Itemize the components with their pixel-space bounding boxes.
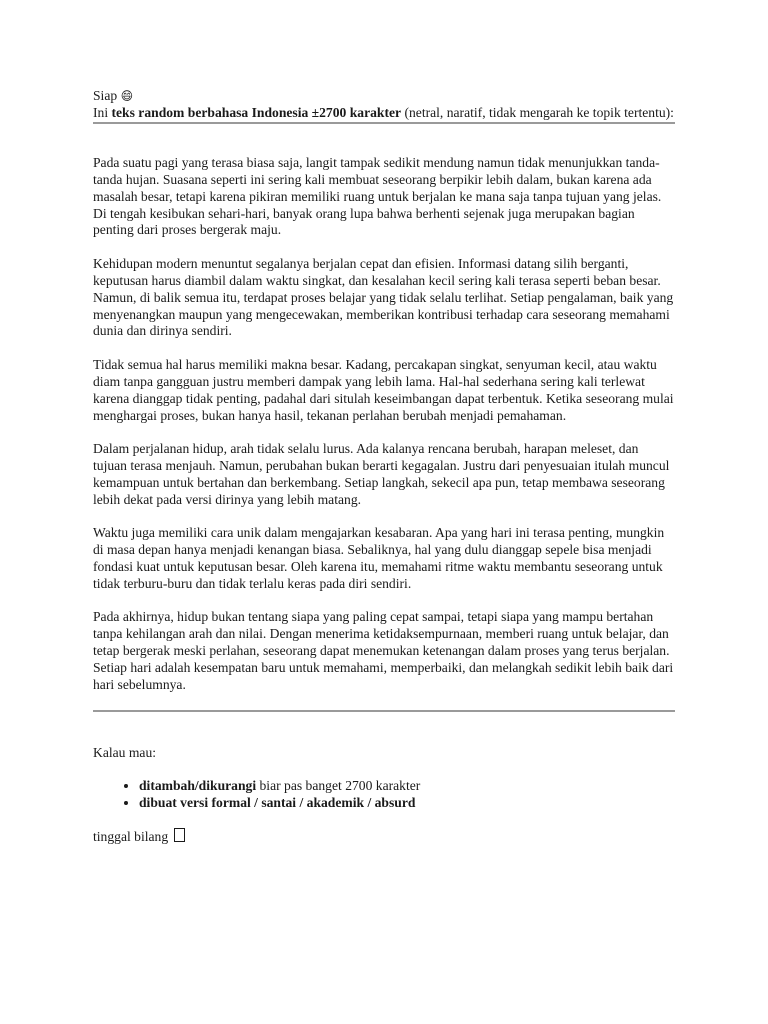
list-item	[139, 795, 678, 812]
intro-block	[93, 88, 678, 122]
document-page	[93, 88, 678, 846]
paragraph: Dalam perjalanan hidup, arah tidak selalu lurus. Ada kalanya rencana berubah, harapan meleset, dan tujuan terasa menjauh. Namun, perubahan bukan berarti kegagalan. Justru dari penyesuaian itulah muncul kemampuan untuk bertahan dan berkembang. Setiap langkah, sekecil apa pun, tetap membawa seseorang lebih dekat pada versi dirinya yang lebih matang.	[93, 441, 670, 507]
divider-bottom	[93, 710, 675, 712]
greeting-line	[93, 88, 678, 105]
paragraph: Waktu juga memiliki cara unik dalam mengajarkan kesabaran. Apa yang hari ini terasa penting, mungkin di masa depan hanya menjadi kenangan biasa. Sebaliknya, hal yang dulu dianggap sepele bisa menjadi fondasi kuat untuk keputusan besar. Oleh karena itu, memahami ritme waktu membantu seseorang untuk tidak terburu-buru dan tidak terlalu keras pada diri sendiri.	[93, 525, 665, 591]
intro-suffix: (netral, naratif, tidak mengarah ke topik tertentu):	[401, 104, 674, 120]
paragraph: Pada suatu pagi yang terasa biasa saja, langit tampak sedikit mendung namun tidak menunjukkan tanda-tanda hujan. Suasana seperti ini sering kali membuat seseorang berpikir lebih dalam, bukan karena ada masalah besar, tetapi karena pikiran memiliki ruang untuk berjalan ke mana saja tanpa tujuan yang jelas. Di tengah kesibukan sehari-hari, banyak orang lupa bahwa berhenti sejenak juga merupakan bagian penting dari proses bergerak maju.	[93, 154, 662, 238]
signoff-line	[93, 828, 678, 846]
paragraph: Kehidupan modern menuntut segalanya berjalan cepat dan efisien. Informasi datang silih berganti, keputusan harus diambil dalam waktu singkat, dan kesalahan kecil sering kali terasa seperti beban besar. Namun, di balik semua itu, terdapat proses belajar yang tidak selalu terlihat. Setiap pengalaman, baik yang menyenangkan maupun yang mengecewakan, memberikan kontribusi terhadap cara seseorang memahami dunia dan dirinya sendiri.	[93, 255, 674, 339]
greeting-text: Siap	[93, 88, 118, 103]
paragraph: Tidak semua hal harus memiliki makna besar. Kadang, percakapan singkat, senyuman kecil, atau waktu diam tanpa gangguan justru memberi dampak yang lebih lama. Hal-hal sederhana sering kali terlewat karena dianggap tidak penting, padahal dari situlah keseimbangan dapat terbentuk. Ketika seseorang mulai menghargai proses, bukan hanya hasil, tekanan perlahan berubah menjadi pemahaman.	[93, 356, 674, 423]
options-list	[93, 778, 678, 812]
closing-block	[93, 745, 678, 846]
intro-line	[93, 105, 678, 122]
smile-emoji-icon: 😄	[120, 89, 134, 103]
closing-lead: Kalau mau:	[93, 745, 157, 761]
paragraph: Pada akhirnya, hidup bukan tentang siapa yang paling cepat sampai, tetapi siapa yang mampu bertahan tanpa kehilangan arah dan nilai. Dengan menerima ketidaksempurnaan, memberi ruang untuk belajar, dan tetap bergerak meski perlahan, seseorang dapat menemukan ketenangan dalam proses yang terus berjalan. Setiap hari adalah kesempatan baru untuk memahami, memperbaiki, dan melangkah sedikit lebih baik dari hari sebelumnya.	[93, 609, 674, 692]
option-bold: dibuat versi formal / santai / akademik / absurd	[139, 795, 416, 811]
missing-glyph-box-icon	[174, 828, 185, 842]
option-bold: ditambah/dikurangi	[139, 778, 257, 794]
option-rest: biar pas banget 2700 karakter	[256, 778, 421, 794]
intro-bold: teks random berbahasa Indonesia ±2700 karakter	[111, 104, 402, 120]
intro-prefix: Ini	[93, 104, 112, 120]
body-text	[93, 155, 678, 694]
divider-top	[93, 122, 675, 124]
list-item	[139, 778, 678, 795]
signoff-text: tinggal bilang	[93, 829, 169, 844]
